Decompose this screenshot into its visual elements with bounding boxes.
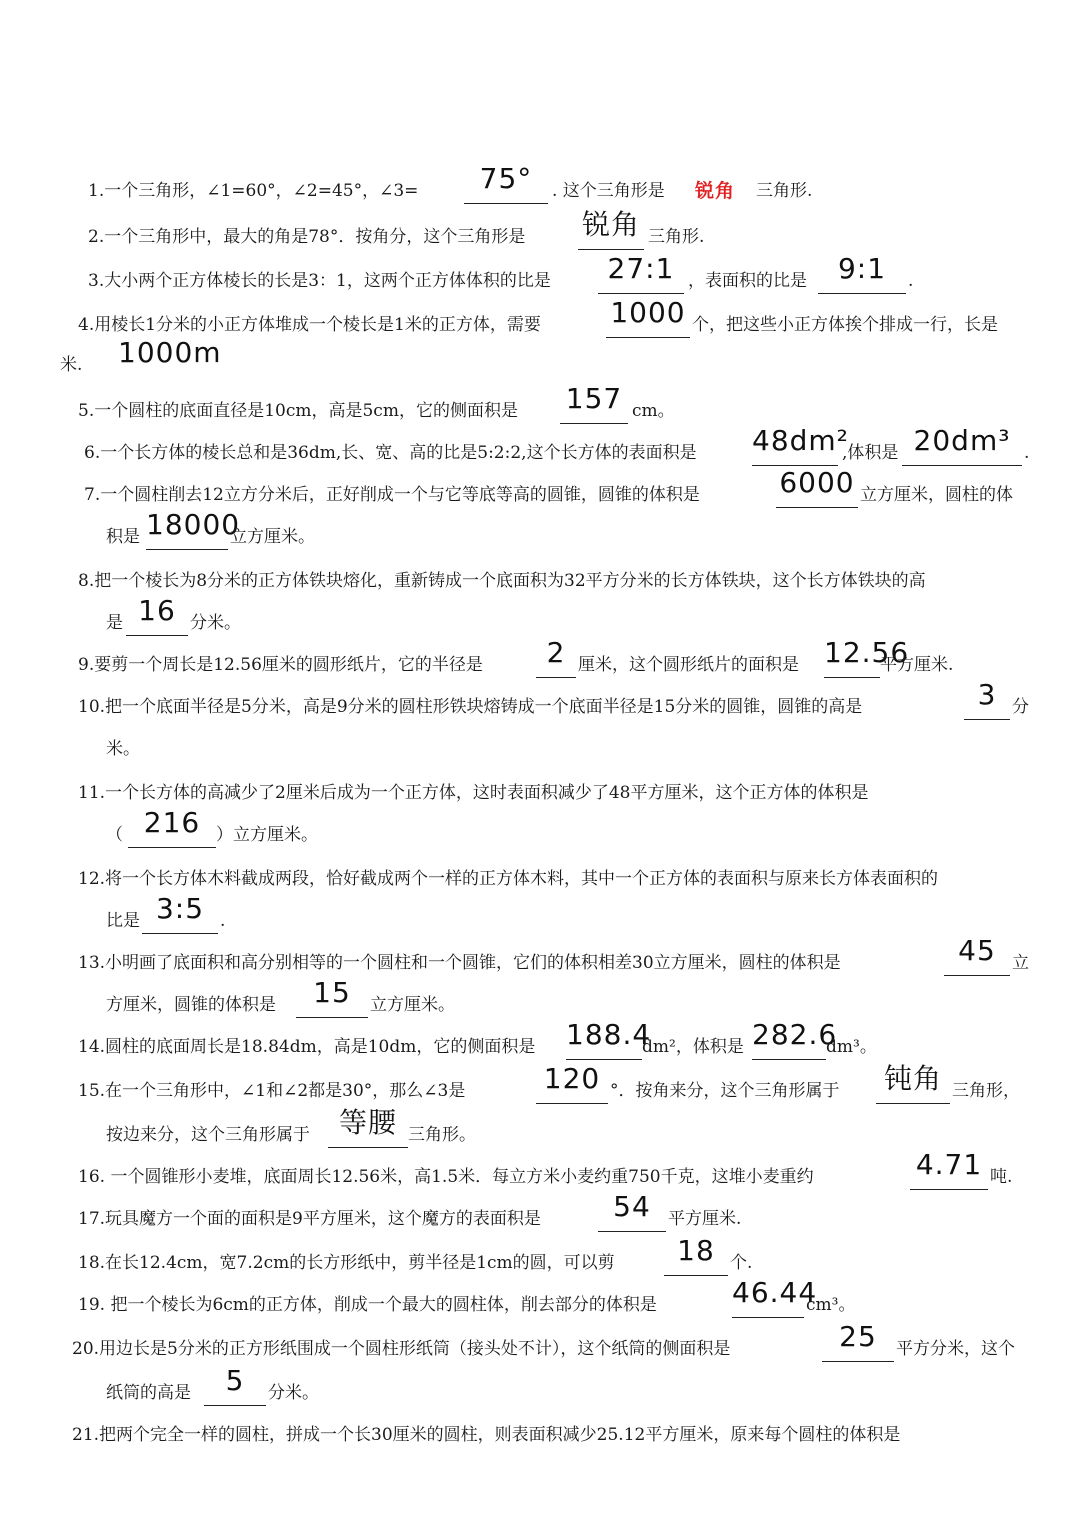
question-text: 是 xyxy=(106,613,123,633)
handwritten-answer: 1000m xyxy=(118,336,222,369)
question-text: 13.小明画了底面积和高分别相等的一个圆柱和一个圆锥，它们的体积相差30立方厘米，圆柱的体积是 xyxy=(78,953,841,973)
handwritten-answer: 18000 xyxy=(146,508,228,550)
question-text: 立方厘米。 xyxy=(230,527,315,547)
question-line-q10b xyxy=(0,728,1080,770)
question-line-q7b xyxy=(0,508,1080,558)
question-text: 积是 xyxy=(106,527,140,547)
question-line-q20b xyxy=(0,1364,1080,1414)
question-text: 12.将一个长方体木料截成两段，恰好截成两个一样的正方体木料，其中一个正方体的表面积与原来长方体表面积的 xyxy=(78,869,939,889)
question-text: 米。 xyxy=(106,739,140,759)
question-text: 2.一个三角形中，最大的角是78°．按角分，这个三角形是 xyxy=(88,227,526,247)
handwritten-answer: 120 xyxy=(536,1062,608,1104)
question-text: 16. 一个圆锥形小麦堆，底面周长12.56米，高1.5米．每立方米小麦约重750千克，这堆小麦重约 xyxy=(78,1167,814,1187)
question-text: 19. 把一个棱长为6cm的正方体，削成一个最大的圆柱体，削去部分的体积是 xyxy=(78,1295,657,1315)
handwritten-answer: 3 xyxy=(964,678,1010,720)
question-text: ,体积是 xyxy=(842,443,899,463)
handwritten-answer: 2 xyxy=(536,636,576,678)
question-text: 18.在长12.4cm，宽7.2cm的长方形纸中，剪半径是1cm的圆，可以剪 xyxy=(78,1253,615,1273)
handwritten-answer: 188.4 xyxy=(566,1018,642,1060)
question-text: 三角形. xyxy=(756,181,813,201)
question-text: 平方厘米. xyxy=(880,655,954,675)
question-text: 17.玩具魔方一个面的面积是9平方厘米，这个魔方的表面积是 xyxy=(78,1209,541,1229)
handwritten-answer: 16 xyxy=(126,594,188,636)
question-text: 分米。 xyxy=(190,613,241,633)
question-text: dm³。 xyxy=(826,1037,877,1057)
question-text: 立方厘米，圆柱的体 xyxy=(860,485,1013,505)
question-line-q13b xyxy=(0,976,1080,1026)
question-text: 吨. xyxy=(990,1167,1013,1187)
question-text: 10.把一个底面半径是5分米，高是9分米的圆柱形铁块熔铸成一个底面半径是15分米的圆锥，圆锥的高是 xyxy=(78,697,863,717)
question-text: cm。 xyxy=(632,401,675,421)
handwritten-answer: 锐角 xyxy=(694,180,735,202)
question-line-q6 xyxy=(0,424,1080,474)
handwritten-answer: 27:1 xyxy=(598,252,684,294)
question-text: 三角形. xyxy=(648,227,705,247)
question-text: （ xyxy=(106,825,123,845)
handwritten-answer: 3:5 xyxy=(142,892,218,934)
question-line-q21 xyxy=(0,1414,1080,1456)
handwritten-answer: 15 xyxy=(296,976,368,1018)
question-text: 个，把这些小正方体挨个排成一行，长是 xyxy=(692,315,998,335)
question-text: 分米。 xyxy=(268,1383,319,1403)
question-line-q18 xyxy=(0,1234,1080,1284)
question-line-q2 xyxy=(0,208,1080,258)
question-text: 4.用棱长1分米的小正方体堆成一个棱长是1米的正方体，需要 xyxy=(78,315,541,335)
question-text: ）立方厘米。 xyxy=(216,825,318,845)
question-line-q4b xyxy=(0,336,1080,386)
handwritten-answer: 46.44 xyxy=(732,1276,804,1318)
question-line-q11b xyxy=(0,806,1080,856)
question-line-q1 xyxy=(0,162,1080,212)
question-text: 15.在一个三角形中，∠1和∠2都是30°，那么∠3是 xyxy=(78,1081,466,1101)
handwritten-answer: 75° xyxy=(464,162,548,204)
handwritten-answer: 48dm² xyxy=(752,424,838,466)
question-text: °．按角来分，这个三角形属于 xyxy=(610,1081,840,1101)
handwritten-answer: 54 xyxy=(598,1190,666,1232)
question-line-q17 xyxy=(0,1190,1080,1240)
question-text: 8.把一个棱长为8分米的正方体铁块熔化，重新铸成一个底面积为32平方分米的长方体铁块，这个长方体铁块的高 xyxy=(78,571,926,591)
question-line-q3 xyxy=(0,252,1080,302)
question-text: 三角形。 xyxy=(408,1125,476,1145)
question-text: . 这个三角形是 xyxy=(552,181,665,201)
handwritten-answer: 18 xyxy=(664,1234,728,1276)
question-text: 7.一个圆柱削去12立方分米后，正好削成一个与它等底等高的圆锥，圆锥的体积是 xyxy=(84,485,700,505)
question-text: 20.用边长是5分米的正方形纸围成一个圆柱形纸筒（接头处不计），这个纸筒的侧面积是 xyxy=(72,1339,731,1359)
handwritten-answer: 钝角 xyxy=(876,1062,950,1104)
handwritten-answer: 12.56 xyxy=(824,636,880,678)
question-text: 5.一个圆柱的底面直径是10cm，高是5cm，它的侧面积是 xyxy=(78,401,518,421)
question-text: 14.圆柱的底面周长是18.84dm，高是10dm，它的侧面积是 xyxy=(78,1037,536,1057)
question-text: dm²，体积是 xyxy=(642,1037,744,1057)
question-text: 纸筒的高是 xyxy=(106,1383,191,1403)
question-text: 立 xyxy=(1012,953,1029,973)
handwritten-answer: 4.71 xyxy=(910,1148,988,1190)
question-text: 厘米，这个圆形纸片的面积是 xyxy=(578,655,799,675)
question-text: 21.把两个完全一样的圆柱，拼成一个长30厘米的圆柱，则表面积减少25.12平方厘米，原来每个圆柱的体积是 xyxy=(72,1425,901,1445)
handwritten-answer: 6000 xyxy=(776,466,858,508)
question-text: 米. xyxy=(60,355,83,375)
question-text: 立方厘米。 xyxy=(370,995,455,1015)
question-line-q16 xyxy=(0,1148,1080,1198)
question-text: . xyxy=(908,271,914,291)
handwritten-answer: 216 xyxy=(128,806,216,848)
question-text: 11.一个长方体的高减少了2厘米后成为一个正方体，这时表面积减少了48平方厘米，这个正方体的体积是 xyxy=(78,783,869,803)
handwritten-answer: 20dm³ xyxy=(902,424,1022,466)
question-line-q15 xyxy=(0,1062,1080,1112)
question-text: 按边来分，这个三角形属于 xyxy=(106,1125,310,1145)
question-line-q13 xyxy=(0,934,1080,984)
question-text: 平方厘米. xyxy=(668,1209,742,1229)
question-line-q19 xyxy=(0,1276,1080,1326)
handwritten-answer: 锐角 xyxy=(578,208,644,250)
question-line-q9 xyxy=(0,636,1080,686)
question-text: 分 xyxy=(1012,697,1029,717)
question-text: 方厘米，圆锥的体积是 xyxy=(106,995,276,1015)
question-text: 3.大小两个正方体棱长的长是3：1，这两个正方体体积的比是 xyxy=(88,271,551,291)
question-text: 比是 xyxy=(106,911,140,931)
handwritten-answer: 45 xyxy=(944,934,1010,976)
handwritten-answer: 1000 xyxy=(606,296,690,338)
handwritten-answer: 等腰 xyxy=(328,1106,408,1148)
question-text: 个. xyxy=(730,1253,753,1273)
question-text: 6.一个长方体的棱长总和是36dm,长、宽、高的比是5:2:2,这个长方体的表面积是 xyxy=(84,443,697,463)
question-text: 三角形， xyxy=(952,1081,1020,1101)
question-line-q12b xyxy=(0,892,1080,942)
handwritten-answer: 25 xyxy=(822,1320,894,1362)
handwritten-answer: 157 xyxy=(560,382,628,424)
question-text: . xyxy=(1024,443,1030,463)
question-text: 9.要剪一个周长是12.56厘米的圆形纸片，它的半径是 xyxy=(78,655,483,675)
question-text: cm³。 xyxy=(806,1295,856,1315)
handwritten-answer: 9:1 xyxy=(818,252,906,294)
question-text: 1.一个三角形，∠1=60°，∠2=45°，∠3= xyxy=(88,181,419,201)
question-text: ，表面积的比是 xyxy=(688,271,807,291)
handwritten-answer: 282.6 xyxy=(752,1018,826,1060)
question-text: 平方分米，这个 xyxy=(896,1339,1015,1359)
handwritten-answer: 5 xyxy=(204,1364,266,1406)
question-line-q20 xyxy=(0,1320,1080,1370)
question-line-q10 xyxy=(0,678,1080,728)
question-text: . xyxy=(220,911,226,931)
